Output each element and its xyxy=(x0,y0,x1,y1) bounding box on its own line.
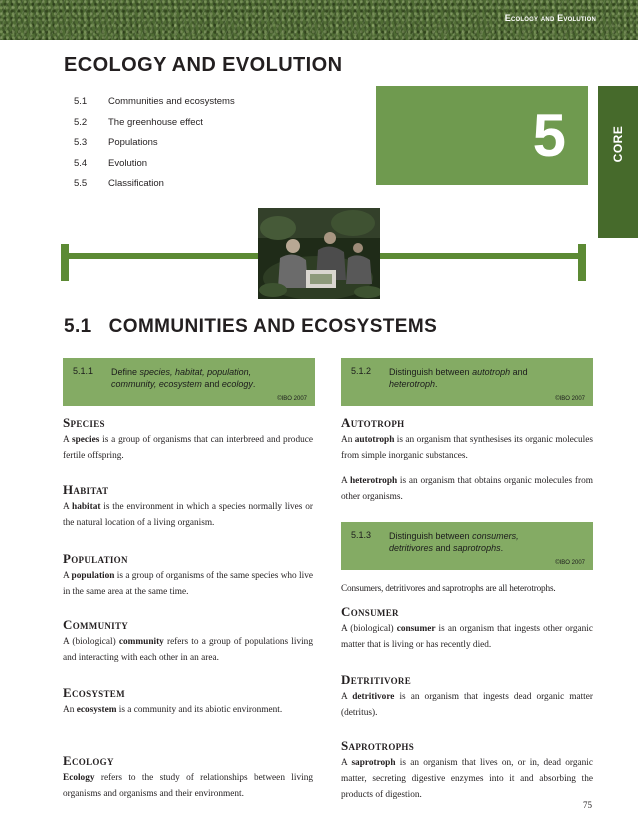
term-heading-ecosystem: Ecosystem xyxy=(63,685,125,700)
contents-number: 5.5 xyxy=(74,178,88,189)
definition-keyword: species xyxy=(72,435,100,445)
objective-text xyxy=(111,366,255,390)
objective-text xyxy=(389,530,519,554)
definition-text: A xyxy=(341,476,350,486)
definition-keyword: detritivore xyxy=(352,692,395,702)
frame-rail-right xyxy=(380,253,586,259)
contents-item xyxy=(74,137,235,158)
definition-text: An xyxy=(63,705,77,715)
contents-label: Populations xyxy=(108,137,158,148)
term-heading-population: Population xyxy=(63,551,128,566)
definition-text: is an organism that synthesises its organic molecules from simple inorganic substances. xyxy=(341,435,594,461)
definition-habitat xyxy=(63,499,313,531)
definition-text: is an organism that lives on, or in, dead organic matter, secreting digestive enzymes into it and absorbing the products of digestion. xyxy=(341,758,593,800)
contents-item xyxy=(74,117,235,138)
objective-code: 5.1.3 xyxy=(351,530,372,540)
definition-species xyxy=(63,432,313,464)
definition-population xyxy=(63,568,313,600)
page-number: 75 xyxy=(583,800,592,810)
definition-text: A xyxy=(63,571,72,581)
frame-post-right xyxy=(578,244,586,281)
objective-box-5-1-2 xyxy=(341,358,593,406)
definition-text: is an organism that ingests dead organic matter (detritus). xyxy=(341,692,593,718)
definition-text: A xyxy=(341,758,352,768)
chapter-number-box xyxy=(376,86,588,185)
section-title: 5.1 COMMUNITIES AND ECOSYSTEMS xyxy=(64,316,438,337)
objective-text xyxy=(389,366,528,390)
objective-text-italic: heterotroph xyxy=(389,379,436,389)
chapter-contents xyxy=(74,96,235,199)
copyright-note: ©IBO 2007 xyxy=(277,396,307,402)
frame-rail-left xyxy=(61,253,258,259)
frame-post-left xyxy=(61,244,69,281)
objective-text-part: Distinguish between xyxy=(389,531,473,541)
contents-label: Classification xyxy=(108,178,164,189)
definition-keyword: community xyxy=(118,637,164,647)
definition-text: An xyxy=(341,435,355,445)
definition-text: is an organism that obtains organic molecules from other organisms. xyxy=(341,476,593,502)
objective-text-italic: autotroph xyxy=(472,367,511,377)
objective-text-part: and xyxy=(510,367,528,377)
definition-keyword: heterotroph xyxy=(349,476,398,486)
term-heading-autotroph: Autotroph xyxy=(341,415,405,430)
definition-text: A xyxy=(341,692,353,702)
definition-text: refers to a group of populations living and interacting with each other in an area. xyxy=(63,637,313,663)
objective-code: 5.1.1 xyxy=(73,366,94,376)
definition-ecology xyxy=(63,770,313,802)
core-label: CORE xyxy=(611,125,625,163)
term-heading-species: Species xyxy=(63,415,105,430)
objective-text-italic: saprotrophs xyxy=(453,543,501,553)
objective-text-part: and xyxy=(201,379,222,389)
definition-text: is a group of organisms of the same species who live in the same area at the same time. xyxy=(63,571,313,597)
definition-text: A xyxy=(63,435,72,445)
definition-keyword: consumer xyxy=(396,624,436,634)
contents-label: The greenhouse effect xyxy=(108,116,203,128)
term-heading-community: Community xyxy=(63,617,129,632)
objective-text-part: . xyxy=(435,379,438,389)
objective-code: 5.1.2 xyxy=(351,366,372,376)
definition-heterotroph xyxy=(341,473,593,505)
term-heading-ecology: Ecology xyxy=(63,753,114,768)
running-head: Ecology and Evolution xyxy=(504,13,596,23)
definition-text: refers to the study of relationships between living organisms and organisms and their environment. xyxy=(63,773,313,799)
photo-illustration xyxy=(258,208,380,299)
term-heading-habitat: Habitat xyxy=(63,482,109,497)
definition-keyword: autotroph xyxy=(354,435,395,445)
objective-box-5-1-1 xyxy=(63,358,315,406)
chapter-title: ECOLOGY AND EVOLUTION xyxy=(64,54,343,76)
objective-text-italic: species, habitat, population, xyxy=(139,367,252,377)
objective-text-italic: consumers, xyxy=(472,531,519,541)
field-study-photo xyxy=(258,208,380,299)
objective-text-part: Distinguish between xyxy=(389,367,473,377)
definition-autotroph xyxy=(341,432,593,464)
term-heading-saprotrophs: Saprotrophs xyxy=(341,738,415,753)
definition-text: is a community and its abiotic environment. xyxy=(116,705,283,715)
objective-box-5-1-3 xyxy=(341,522,593,570)
contents-label: Communities and ecosystems xyxy=(108,96,235,107)
objective-text-italic: community, ecosystem xyxy=(111,379,202,389)
definition-ecosystem xyxy=(63,702,313,718)
contents-number: 5.2 xyxy=(74,116,88,128)
definition-text: is the environment in which a species normally lives or the natural location of a living organism. xyxy=(63,502,313,528)
copyright-note: ©IBO 2007 xyxy=(555,396,585,402)
contents-label: Evolution xyxy=(108,157,148,169)
definition-text: is an organism that ingests other organic matter that is living or has recently died. xyxy=(341,624,593,650)
definition-keyword: habitat xyxy=(72,502,101,512)
contents-number: 5.1 xyxy=(74,96,88,107)
definition-keyword: ecosystem xyxy=(76,705,117,715)
definition-keyword: saprotroph xyxy=(351,758,396,768)
chapter-number: 5 xyxy=(532,102,566,169)
definition-saprotroph xyxy=(341,755,593,803)
term-heading-detritivore: Detritivore xyxy=(341,672,412,687)
contents-item xyxy=(74,96,235,117)
definition-detritivore xyxy=(341,689,593,721)
core-tab xyxy=(598,86,638,238)
contents-number: 5.4 xyxy=(74,157,88,169)
contents-number: 5.3 xyxy=(74,137,88,148)
term-heading-consumer: Consumer xyxy=(341,604,399,619)
objective-text-part: . xyxy=(252,379,256,389)
objective-text-part: Define xyxy=(111,367,140,377)
copyright-note: ©IBO 2007 xyxy=(555,560,585,566)
definition-keyword: population xyxy=(71,571,115,581)
definition-consumer xyxy=(341,621,593,653)
definition-text: A (biological) xyxy=(341,624,397,634)
contents-item xyxy=(74,158,235,179)
definition-text: is a group of organisms that can interbreed and produce fertile offspring. xyxy=(63,435,313,461)
definition-text: A (biological) xyxy=(63,637,119,647)
objective-text-italic: detritivores xyxy=(389,543,434,553)
definition-text: A xyxy=(63,502,73,512)
contents-item xyxy=(74,178,235,199)
definition-community xyxy=(63,634,313,666)
heterotroph-summary: Consumers, detritivores and saprotrophs are all heterotrophs. xyxy=(341,584,556,594)
objective-text-part: . xyxy=(500,543,504,553)
definition-keyword: Ecology xyxy=(63,773,95,783)
objective-text-part: and xyxy=(433,543,454,553)
objective-text-italic: ecology xyxy=(221,379,253,389)
